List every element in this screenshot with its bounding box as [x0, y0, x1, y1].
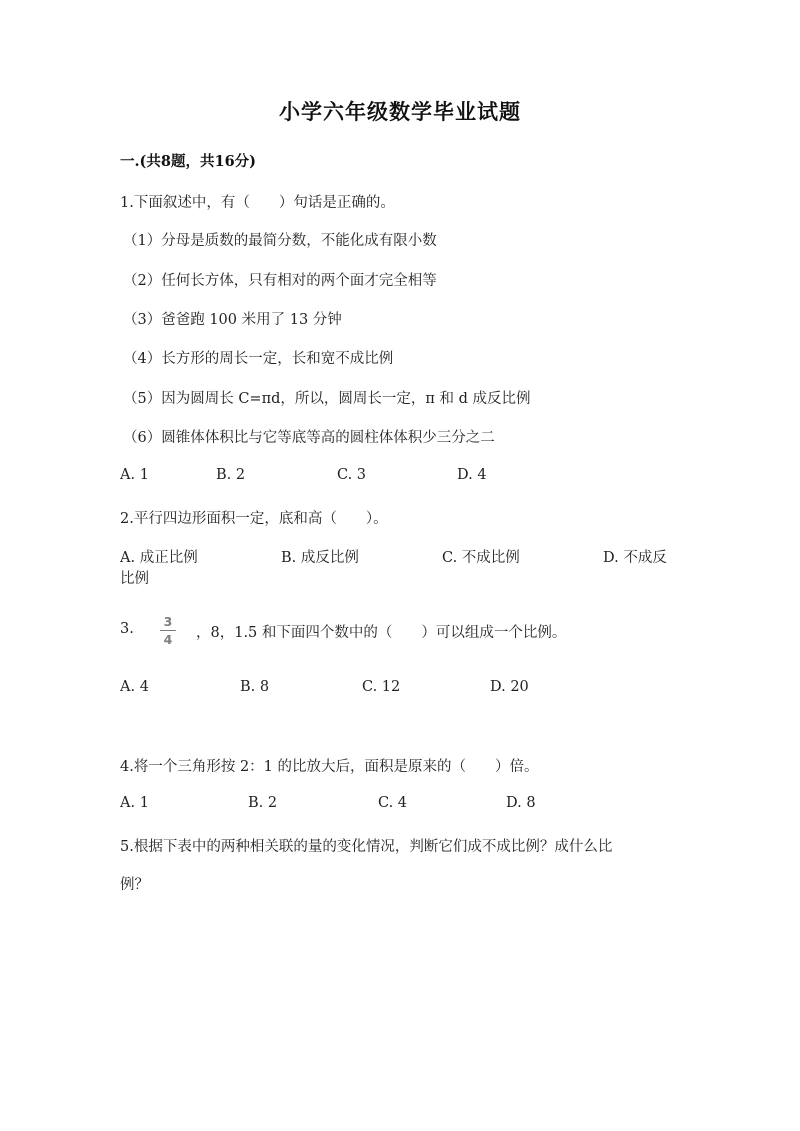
- q1-statement-6: （6）圆锥体体积比与它等底等高的圆柱体体积少三分之二: [123, 430, 495, 446]
- q3-option-a: A. 4: [120, 679, 149, 695]
- q1-option-d: D. 4: [457, 467, 487, 483]
- section-heading: 一.(共8题，共16分): [120, 153, 257, 170]
- q4-option-d: D. 8: [506, 795, 536, 811]
- q1-statement-5: （5）因为圆周长 C=πd，所以，圆周长一定，π 和 d 成反比例: [123, 391, 531, 407]
- q4-option-c: C. 4: [378, 795, 408, 811]
- question-3-number: 3.: [120, 621, 134, 637]
- question-2-stem: 2.平行四边形面积一定，底和高（ ）。: [120, 511, 388, 527]
- q2-option-b: B. 成反比例: [281, 550, 359, 566]
- q1-statement-3: （3）爸爸跑 100 米用了 13 分钟: [123, 312, 342, 328]
- q4-option-a: A. 1: [120, 795, 149, 811]
- q4-option-b: B. 2: [248, 795, 278, 811]
- fraction-numerator: 3: [163, 614, 173, 629]
- q3-option-b: B. 8: [240, 679, 270, 695]
- question-5-line-2: 例？: [120, 877, 149, 893]
- q1-statement-2: （2）任何长方体，只有相对的两个面才完全相等: [123, 273, 437, 289]
- q2-option-a: A. 成正比例: [120, 550, 198, 566]
- q2-option-d-wrap: 比例: [120, 571, 149, 587]
- question-1-stem: 1.下面叙述中，有（ ）句话是正确的。: [120, 195, 395, 211]
- q3-option-c: C. 12: [362, 679, 401, 695]
- question-4-stem: 4.将一个三角形按 2：1 的比放大后，面积是原来的（ ）倍。: [120, 759, 539, 775]
- q1-statement-1: （1）分母是质数的最简分数，不能化成有限小数: [123, 233, 437, 249]
- fraction-bar: [160, 630, 176, 631]
- question-3-stem: ，8，1.5 和下面四个数中的（ ）可以组成一个比例。: [196, 625, 567, 641]
- q1-option-b: B. 2: [216, 467, 246, 483]
- q3-option-d: D. 20: [490, 679, 529, 695]
- q2-option-d: D. 不成反: [603, 550, 667, 566]
- q1-statement-4: （4）长方形的周长一定，长和宽不成比例: [123, 351, 394, 367]
- fraction-three-quarters: [158, 614, 178, 647]
- q2-option-c: C. 不成比例: [442, 550, 520, 566]
- fraction-denominator: 4: [163, 632, 173, 647]
- question-5-line-1: 5.根据下表中的两种相关联的量的变化情况，判断它们成不成比例？成什么比: [120, 839, 613, 855]
- q1-option-a: A. 1: [120, 467, 149, 483]
- q1-option-c: C. 3: [337, 467, 367, 483]
- page-title: 小学六年级数学毕业试题: [279, 99, 521, 124]
